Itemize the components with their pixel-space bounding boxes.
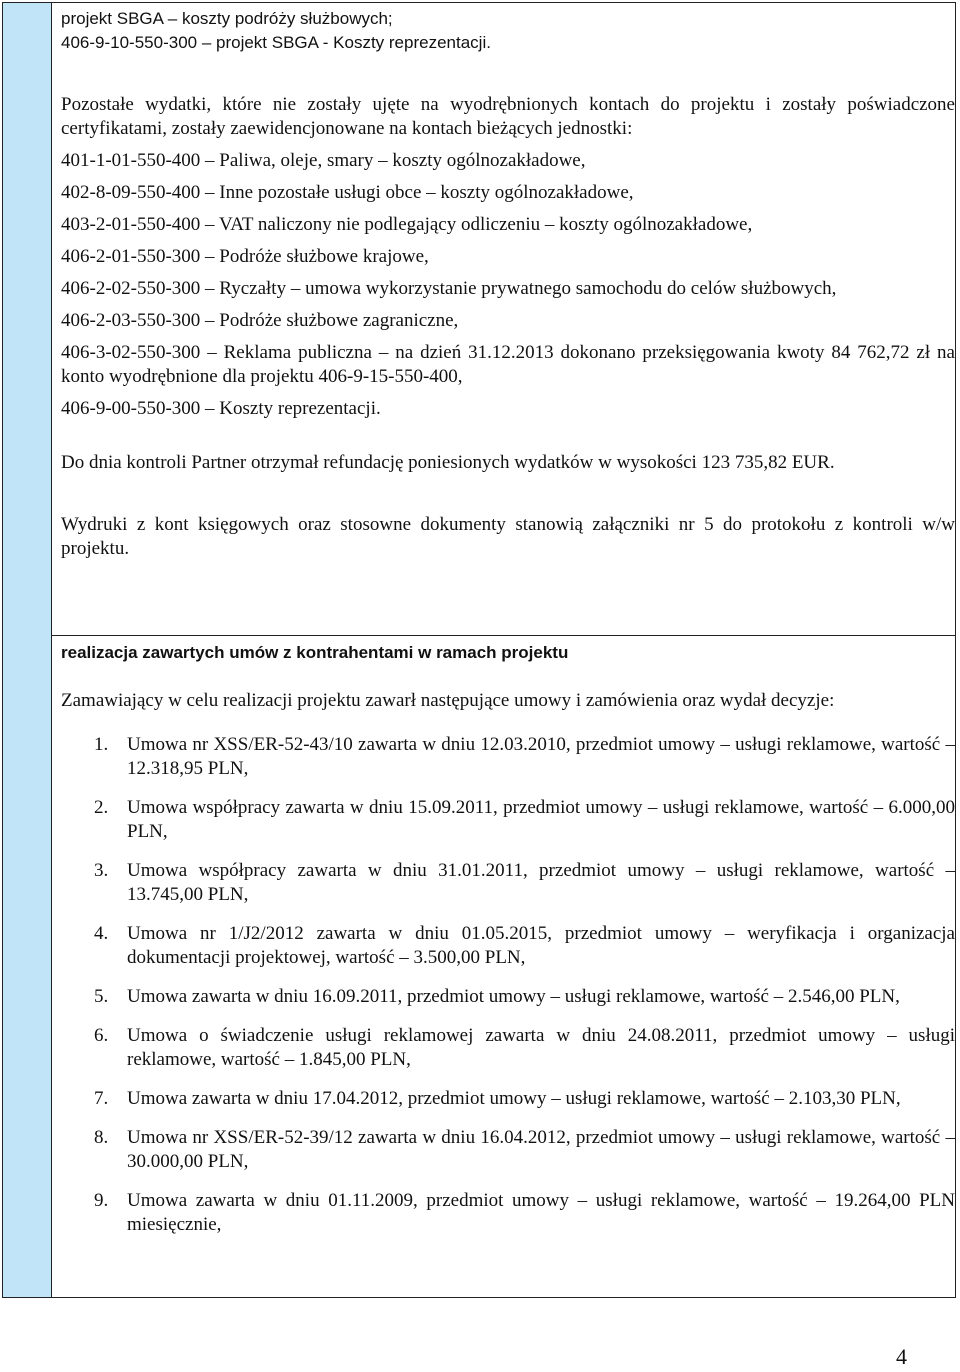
account-line: 406-9-00-550-300 – Koszty reprezentacji. bbox=[61, 398, 381, 419]
list-item: 4. Umowa nr 1/J2/2012 zawarta w dniu 01.05.2015, przedmiot umowy – weryfikacja i organizacja dokumentacji projektowej, wartość – 3.500,00 PLN, bbox=[94, 923, 955, 968]
contracts-intro: Zamawiający w celu realizacji projektu zawarł następujące umowy i zamówienia oraz wydał decyzje: bbox=[61, 690, 835, 711]
intro-paragraph: Pozostałe wydatki, które nie zostały ujęte na wyodrębnionych kontach do projektu i zostały poświadczone certyfikatami, zostały zaewidencjonowane na kontach bieżących jednostki: bbox=[61, 94, 955, 139]
document-table bbox=[2, 2, 956, 1298]
section-heading: realizacja zawartych umów z kontrahentami w ramach projektu bbox=[61, 643, 569, 662]
contracts-list bbox=[61, 733, 955, 1237]
list-item: 5. Umowa zawarta w dniu 16.09.2011, przedmiot umowy – usługi reklamowe, wartość – 2.546,00 PLN, bbox=[94, 986, 900, 1007]
section-contracts bbox=[61, 639, 955, 1252]
list-item: 7. Umowa zawarta w dniu 17.04.2012, przedmiot umowy – usługi reklamowe, wartość – 2.103,30 PLN, bbox=[94, 1088, 901, 1109]
list-item: 2. Umowa współpracy zawarta w dniu 15.09.2011, przedmiot umowy – usługi reklamowe, wartość – 6.000,00 PLN, bbox=[94, 797, 955, 842]
account-line: 401-1-01-550-400 – Paliwa, oleje, smary – koszty ogólnozakładowe, bbox=[61, 150, 586, 171]
account-line: 406-2-03-550-300 – Podróże służbowe zagraniczne, bbox=[61, 310, 459, 331]
line-project-travel: projekt SBGA – koszty podróży służbowych; bbox=[61, 9, 393, 28]
refund-paragraph: Do dnia kontroli Partner otrzymał refundację poniesionych wydatków w wysokości 123 735,82 EUR. bbox=[61, 452, 835, 473]
printouts-paragraph: Wydruki z kont księgowych oraz stosowne dokumenty stanowią załączniki nr 5 do protokołu z kontroli w/w projektu. bbox=[61, 514, 955, 559]
account-line: 406-2-01-550-300 – Podróże służbowe krajowe, bbox=[61, 246, 429, 267]
list-item: 6. Umowa o świadczenie usługi reklamowej zawarta w dniu 24.08.2011, przedmiot umowy – usługi reklamowe, wartość – 1.845,00 PLN, bbox=[94, 1025, 955, 1070]
page-number: 4 bbox=[896, 1344, 907, 1369]
table-side-column bbox=[3, 3, 52, 1297]
section-accounts bbox=[61, 7, 955, 561]
list-item: 1. Umowa nr XSS/ER-52-43/10 zawarta w dniu 12.03.2010, przedmiot umowy – usługi reklamowe, wartość – 12.318,95 PLN, bbox=[94, 734, 955, 779]
account-line: 406-3-02-550-300 – Reklama publiczna – na dzień 31.12.2013 dokonano przeksięgowania kwoty 84 762,72 zł na konto wyodrębnione dla projektu 406-9-15-550-400, bbox=[61, 342, 955, 387]
line-project-representation: 406-9-10-550-300 – projekt SBGA - Koszty reprezentacji. bbox=[61, 33, 491, 52]
list-item: 3. Umowa współpracy zawarta w dniu 31.01.2011, przedmiot umowy – usługi reklamowe, wartość – 13.745,00 PLN, bbox=[94, 860, 955, 905]
account-line: 406-2-02-550-300 – Ryczałty – umowa wykorzystanie prywatnego samochodu do celów służbowych, bbox=[61, 278, 837, 299]
account-line: 402-8-09-550-400 – Inne pozostałe usługi obce – koszty ogólnozakładowe, bbox=[61, 182, 634, 203]
list-item: 9. Umowa zawarta w dniu 01.11.2009, przedmiot umowy – usługi reklamowe, wartość – 19.264,00 PLN miesięcznie, bbox=[94, 1190, 955, 1235]
list-item: 8. Umowa nr XSS/ER-52-39/12 zawarta w dniu 16.04.2012, przedmiot umowy – usługi reklamowe, wartość – 30.000,00 PLN, bbox=[94, 1127, 955, 1172]
account-line: 403-2-01-550-400 – VAT naliczony nie podlegający odliczeniu – koszty ogólnozakładowe, bbox=[61, 214, 753, 235]
row-divider bbox=[52, 635, 955, 636]
